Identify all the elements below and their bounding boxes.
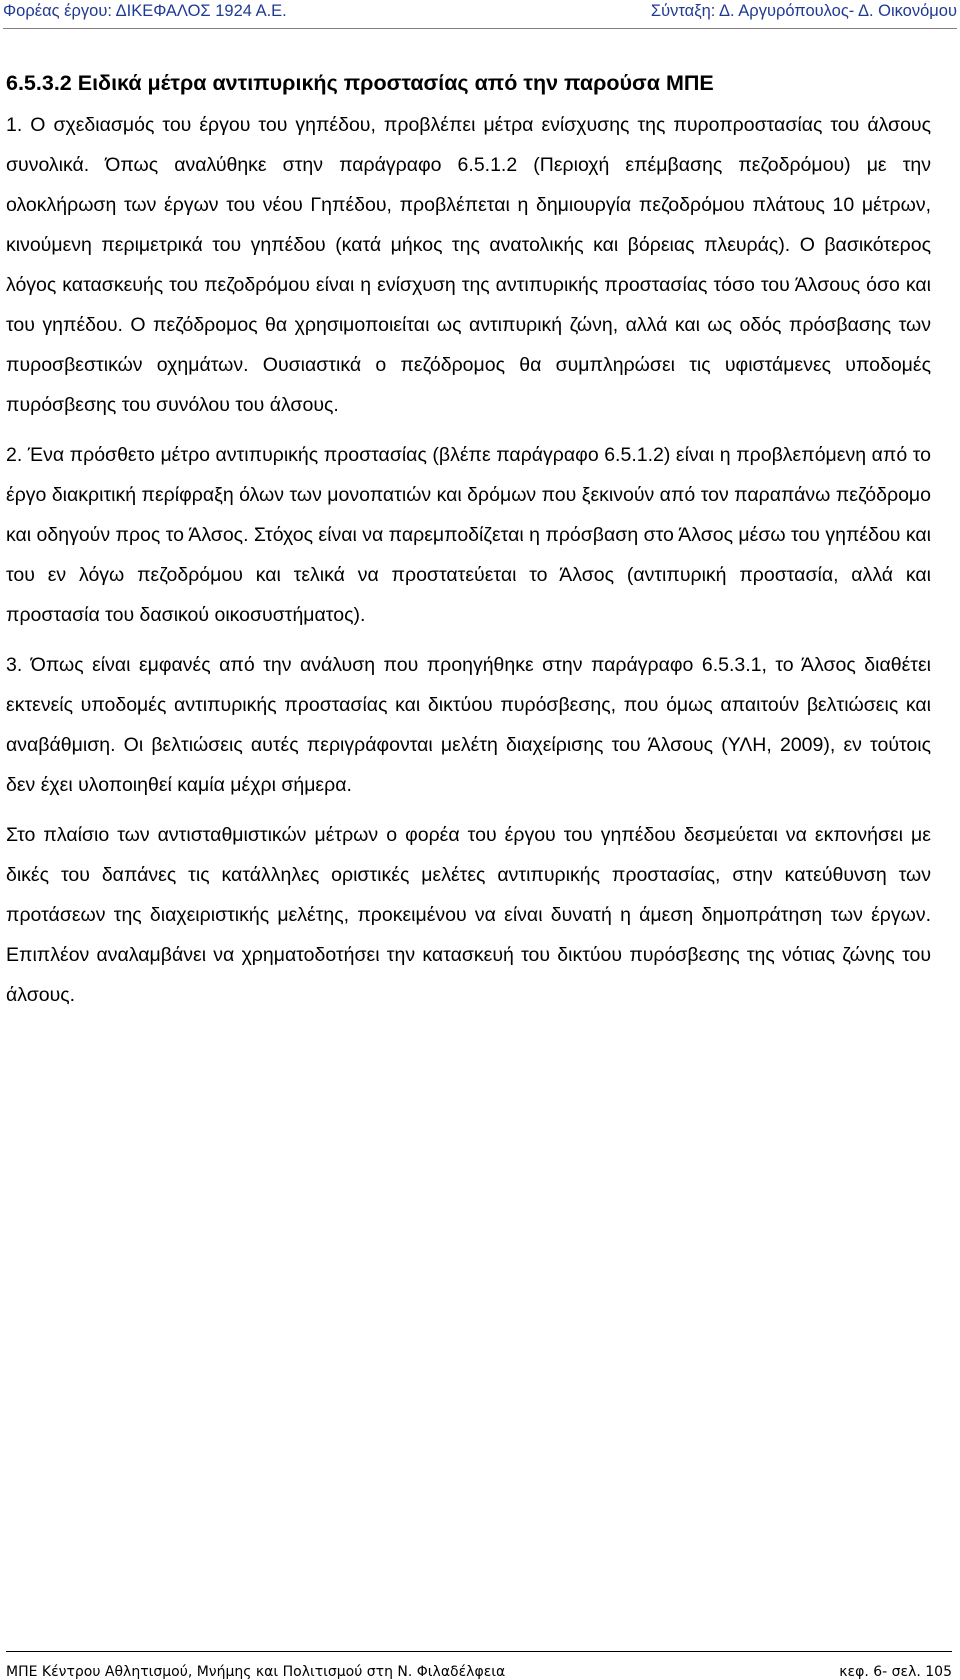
paragraph-4: Στο πλαίσιο των αντισταθμιστικών μέτρων ο φορέα του έργου του γηπέδου δεσμεύεται να εκπονήσει με δικές του δαπάνες τις κατάλληλες οριστικές μελέτες αντιπυρικής προστασίας, στην κατεύθυνση των προτάσεων της διαχειριστικής μελέτης, προκειμένου να είναι δυνατή η άμεση δημοπράτηση των έργων. Επιπλέον αναλαμβάνει να χρηματοδοτήσει την κατασκευή του δικτύου πυρόσβεσης της νότιας ζώνης του άλσους. — [6, 824, 931, 1006]
page-header — [3, 2, 957, 29]
footer-page-number: κεφ. 6- σελ. 105 — [839, 1664, 952, 1680]
header-authors: Σύνταξη: Δ. Αργυρόπουλος- Δ. Οικονόμου — [650, 2, 957, 20]
paragraph-2: 2. Ένα πρόσθετο μέτρο αντιπυρικής προστασίας (βλέπε παράγραφο 6.5.1.2) είναι η προβλεπόμενη από το έργο διακριτική περίφραξη όλων των μονοπατιών και δρόμων που ξεκινούν από τον παραπάνω πεζόδρομο και οδηγούν προς το Άλσος. Στόχος είναι να παρεμποδίζεται η πρόσβαση στο Άλσος μέσω του γηπέδου και του εν λόγω πεζοδρόμου και τελικά να προστατεύεται το Άλσος (αντιπυρική προστασία, αλλά και προστασία του δασικού οικοσυστήματος). — [6, 444, 931, 626]
paragraph-1: 1. Ο σχεδιασμός του έργου του γηπέδου, προβλέπει μέτρα ενίσχυσης της πυροπροστασίας του άλσους συνολικά. Όπως αναλύθηκε στην παράγραφο 6.5.1.2 (Περιοχή επέμβασης πεζοδρόμου) με την ολοκλήρωση των έργων του νέου Γηπέδου, προβλέπεται η δημιουργία πεζοδρόμου πλάτους 10 μέτρων, κινούμενη περιμετρικά του γηπέδου (κατά μήκος της ανατολικής και βόρειας πλευράς). Ο βασικότερος λόγος κατασκευής του πεζοδρόμου είναι η ενίσχυση της αντιπυρικής προστασίας τόσο του Άλσους όσο και του γηπέδου. Ο πεζόδρομος θα χρησιμοποιείται ως αντιπυρική ζώνη, αλλά και ως οδός πρόσβασης των πυροσβεστικών οχημάτων. Ουσιαστικά ο πεζόδρομος θα συμπληρώσει τις υφιστάμενες υποδομές πυρόσβεσης του συνόλου του άλσους. — [6, 114, 931, 416]
header-project-owner: Φορέας έργου: ΔΙΚΕΦΑΛΟΣ 1924 Α.Ε. — [3, 2, 287, 20]
page-footer — [6, 1651, 952, 1680]
document-body — [6, 66, 931, 1025]
paragraph-3: 3. Όπως είναι εμφανές από την ανάλυση που προηγήθηκε στην παράγραφο 6.5.3.1, το Άλσος διαθέτει εκτενείς υποδομές αντιπυρικής προστασίας και δικτύου πυρόσβεσης, που όμως απαιτούν βελτιώσεις και αναβάθμιση. Οι βελτιώσεις αυτές περιγράφονται μελέτη διαχείρισης του Άλσους (ΥΛΗ, 2009), εν τούτοις δεν έχει υλοποιηθεί καμία μέχρι σήμερα. — [6, 654, 931, 796]
section-heading: 6.5.3.2 Ειδικά μέτρα αντιπυρικής προστασίας από την παρούσα ΜΠΕ — [6, 71, 714, 95]
footer-document-title: ΜΠΕ Κέντρου Αθλητισμού, Μνήμης και Πολιτισμού στη Ν. Φιλαδέλφεια — [6, 1664, 506, 1680]
